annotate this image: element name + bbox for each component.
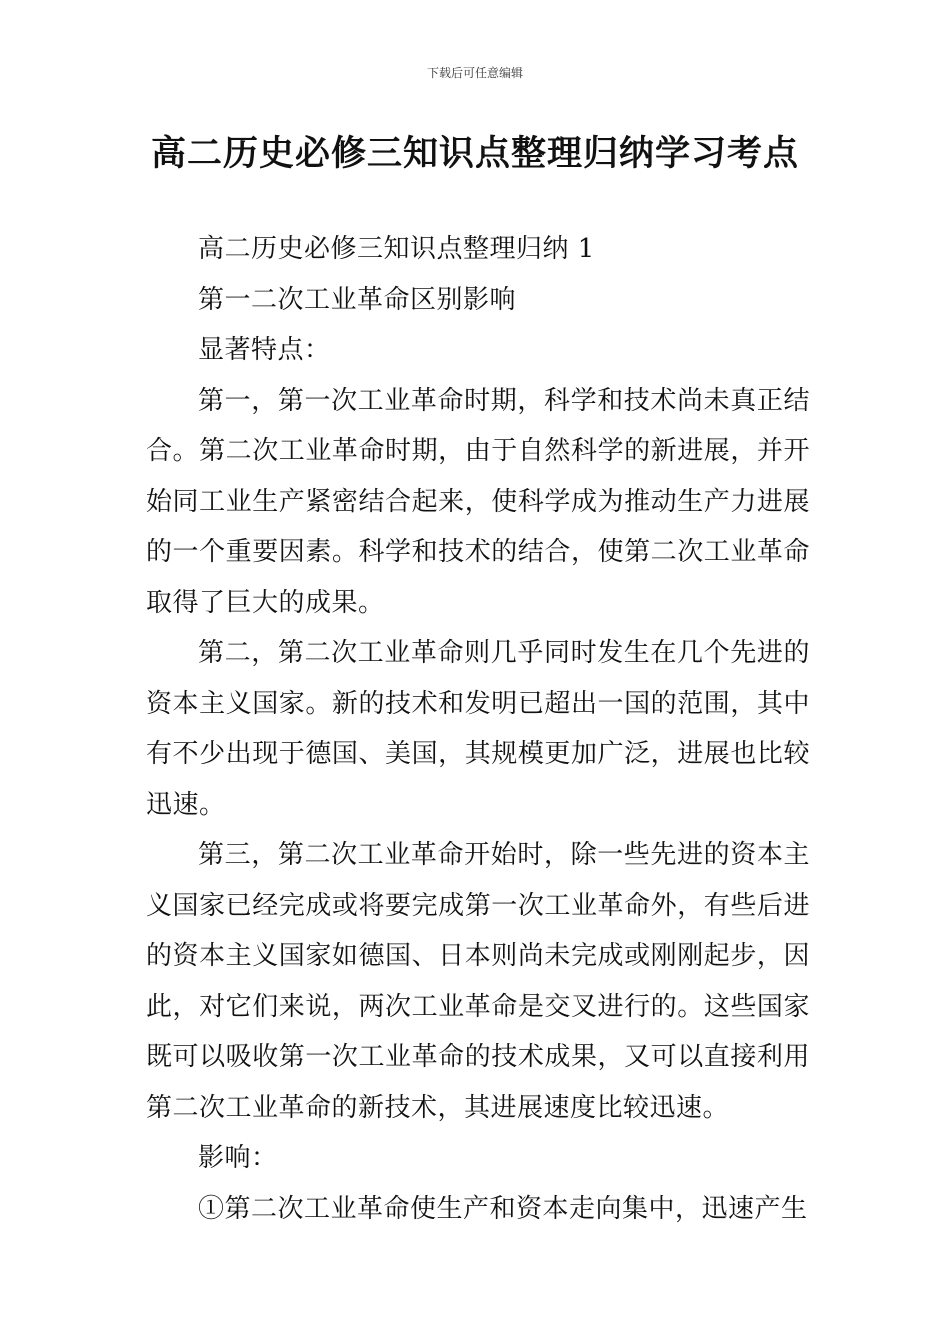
paragraph-feature-2: 第二，第二次工业革命则几乎同时发生在几个先进的资本主义国家。新的技术和发明已超出一国的范围，其中有不少出现于德国、美国，其规模更加广泛，进展也比较迅速。 (146, 638, 810, 820)
paragraph-impact-heading: 影响： (198, 1143, 278, 1173)
document-title: 高二历史必修三知识点整理归纳学习考点 (150, 134, 799, 174)
paragraph-impact-1: ①第二次工业革命使生产和资本走向集中，迅速产生 (198, 1193, 808, 1224)
paragraph-feature-3: 第三，第二次工业革命开始时，除一些先进的资本主义国家已经完成或将要完成第一次工业革命外，有些后进的资本主义国家如德国、日本则尚未完成或刚刚起步，因此，对它们来说，两次工业革命是交叉进行的。这些国家既可以吸收第一次工业革命的技术成果，又可以直接利用第二次工业革命的新技术，其进展速度比较迅速。 (146, 840, 810, 1123)
paragraph-section-heading: 第一二次工业革命区别影响 (198, 284, 517, 315)
header-note: 下载后可任意编辑 (426, 66, 523, 80)
paragraph-features-heading: 显著特点： (198, 335, 331, 365)
paragraph-feature-1: 第一，第一次工业革命时期，科学和技术尚未真正结合。第二次工业革命时期，由于自然科学的新进展，并开始同工业生产紧密结合起来，使科学成为推动生产力进展的一个重要因素。科学和技术的结合，使第二次工业革命取得了巨大的成果。 (146, 385, 810, 618)
paragraph-subtitle: 高二历史必修三知识点整理归纳 1 (198, 234, 595, 264)
document-body (146, 224, 810, 1234)
